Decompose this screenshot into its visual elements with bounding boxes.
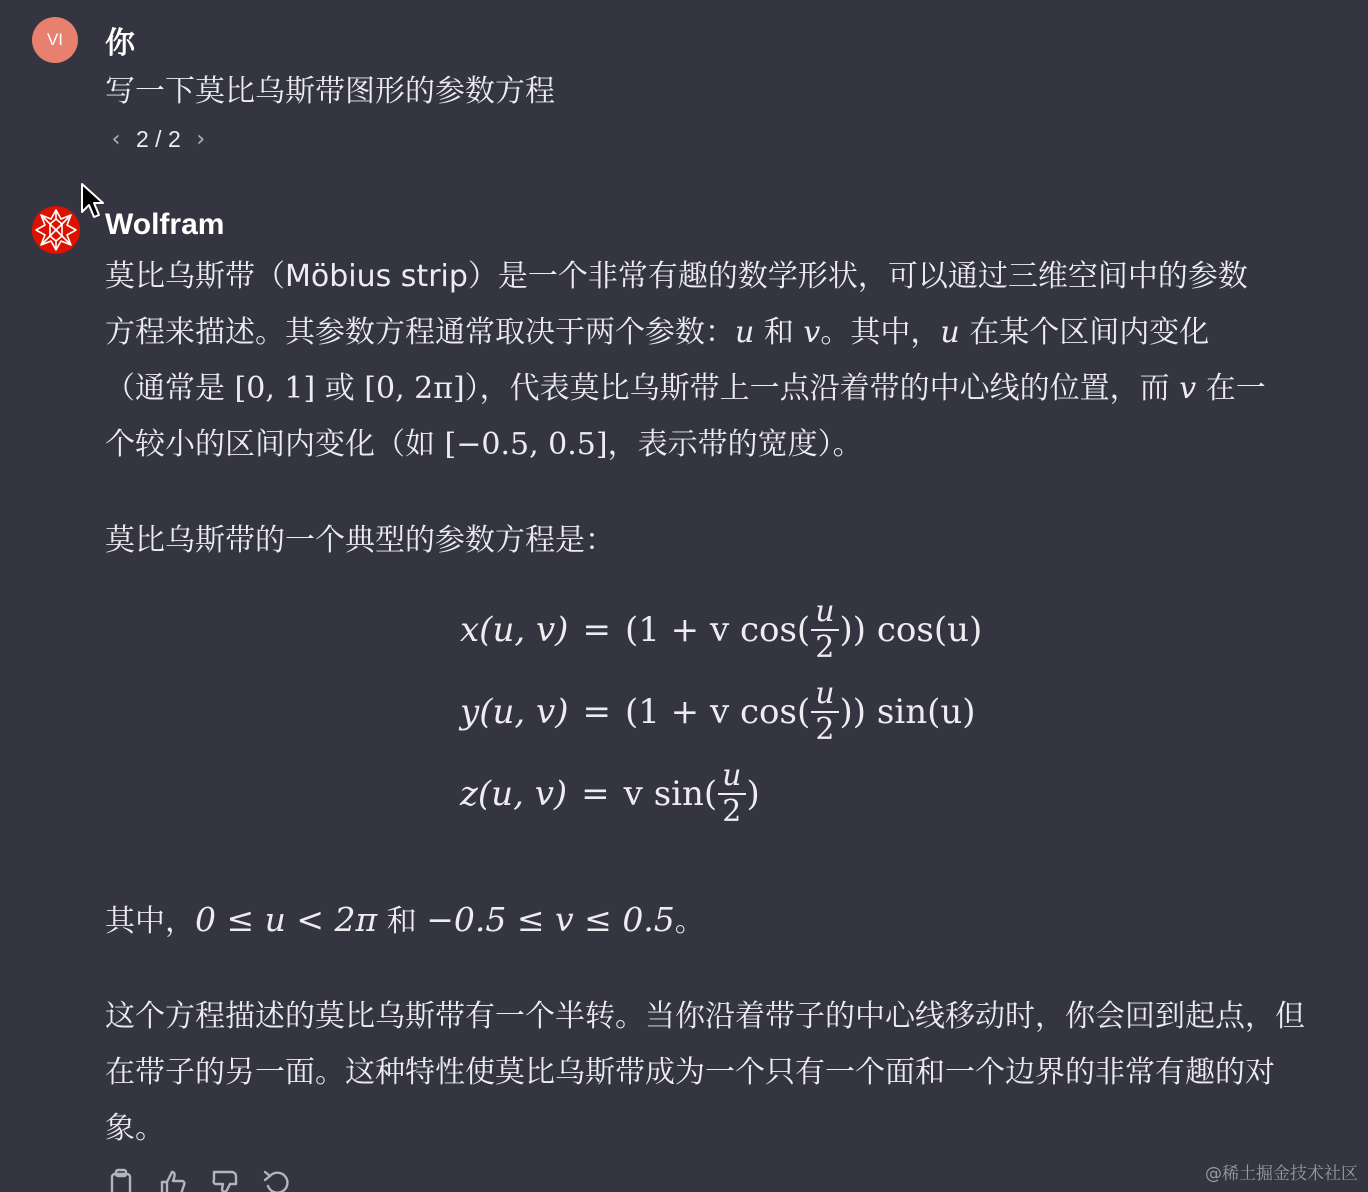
- thumbs-down-icon[interactable]: [210, 1168, 240, 1192]
- equation-rhs: ): [746, 774, 760, 814]
- math-u-range: 0 ≤ u < 2π: [195, 900, 378, 939]
- fraction-numerator: u: [722, 758, 742, 793]
- mouse-cursor-icon: [80, 182, 106, 220]
- fraction-u-over-2: [718, 759, 745, 829]
- equation-y: [460, 672, 976, 752]
- fraction-denominator: 2: [815, 630, 835, 665]
- equation-lhs: y(u, v): [460, 692, 569, 732]
- equation-lhs: z(u, v): [460, 774, 568, 814]
- math-v: v: [1179, 371, 1197, 406]
- intro-text: ），代表莫比乌斯带上一点沿着带的中心线的位置，而: [464, 371, 1180, 406]
- fraction-u-over-2: [811, 595, 838, 665]
- math-v-range: −0.5 ≤ v ≤ 0.5: [426, 900, 675, 939]
- copy-icon[interactable]: [106, 1168, 136, 1192]
- range-paragraph: [105, 892, 1335, 950]
- equation-lhs: x(u, v): [460, 610, 569, 650]
- intro-text: 在某个区间内变化: [959, 315, 1210, 350]
- equation-rhs: )) sin(u): [839, 692, 976, 732]
- math-u: u: [735, 315, 755, 350]
- intro-text: 。其中，: [820, 315, 941, 350]
- range-text: 。: [674, 904, 705, 939]
- user-message: 写一下莫比乌斯带图形的参数方程: [105, 74, 555, 109]
- equation-intro: 莫比乌斯带的一个典型的参数方程是：: [105, 523, 615, 558]
- equals-sign: =: [581, 774, 610, 814]
- equals-sign: =: [582, 610, 611, 650]
- fraction-u-over-2: [811, 677, 838, 747]
- intro-text: 和: [754, 315, 804, 350]
- fraction-numerator: u: [815, 676, 835, 711]
- math-range: [−0.5, 0.5]: [444, 427, 608, 462]
- range-text: 和: [377, 904, 427, 939]
- intro-text: 或: [315, 371, 365, 406]
- previous-response-button[interactable]: ‹: [111, 127, 121, 152]
- assistant-name: Wolfram: [105, 208, 225, 241]
- watermark: @稀土掘金技术社区: [1205, 1164, 1358, 1184]
- math-range: [0, 1]: [234, 371, 316, 406]
- intro-text: 莫比乌斯带（Möbius strip）是一个非常有趣的数学形状，可以通过三维空间中的参数: [105, 259, 1248, 294]
- intro-text: 个较小的区间内变化（如: [105, 427, 445, 462]
- message-actions: [106, 1168, 292, 1192]
- fraction-denominator: 2: [815, 712, 835, 747]
- math-v: v: [803, 315, 821, 350]
- equation-rhs: )) cos(u): [839, 610, 983, 650]
- next-response-button[interactable]: ›: [196, 127, 206, 152]
- parametric-equations: [460, 590, 1020, 850]
- intro-text: 方程来描述。其参数方程通常取决于两个参数：: [105, 315, 735, 350]
- wolfram-logo-icon: [31, 205, 81, 255]
- intro-text: ，表示带的宽度）。: [607, 427, 863, 462]
- math-range: [0, 2π]: [364, 371, 465, 406]
- equation-rhs: (1 + v cos(: [624, 692, 811, 732]
- fraction-denominator: 2: [722, 794, 742, 829]
- fraction-numerator: u: [815, 594, 835, 629]
- user-avatar: VI: [32, 17, 78, 63]
- equation-x: [460, 590, 982, 670]
- response-counter: 2 / 2: [136, 126, 181, 152]
- conclusion-paragraph: 这个方程描述的莫比乌斯带有一个半转。当你沿着带子的中心线移动时，你会回到起点，但在带子的另一面。这种特性使莫比乌斯带成为一个只有一个面和一个边界的非常有趣的对象。: [105, 999, 1305, 1146]
- regenerate-icon[interactable]: [262, 1168, 292, 1192]
- intro-text: （通常是: [105, 371, 235, 406]
- math-u: u: [940, 315, 960, 350]
- user-name: 你: [105, 26, 135, 61]
- range-text: 其中，: [105, 904, 195, 939]
- equals-sign: =: [582, 692, 611, 732]
- equation-rhs: (1 + v cos(: [624, 610, 811, 650]
- equation-z: [460, 754, 760, 834]
- intro-paragraph: [105, 249, 1335, 473]
- thumbs-up-icon[interactable]: [158, 1168, 188, 1192]
- response-pager: [104, 126, 213, 153]
- intro-text: 在一: [1196, 371, 1266, 406]
- equation-rhs: v sin(: [623, 774, 718, 814]
